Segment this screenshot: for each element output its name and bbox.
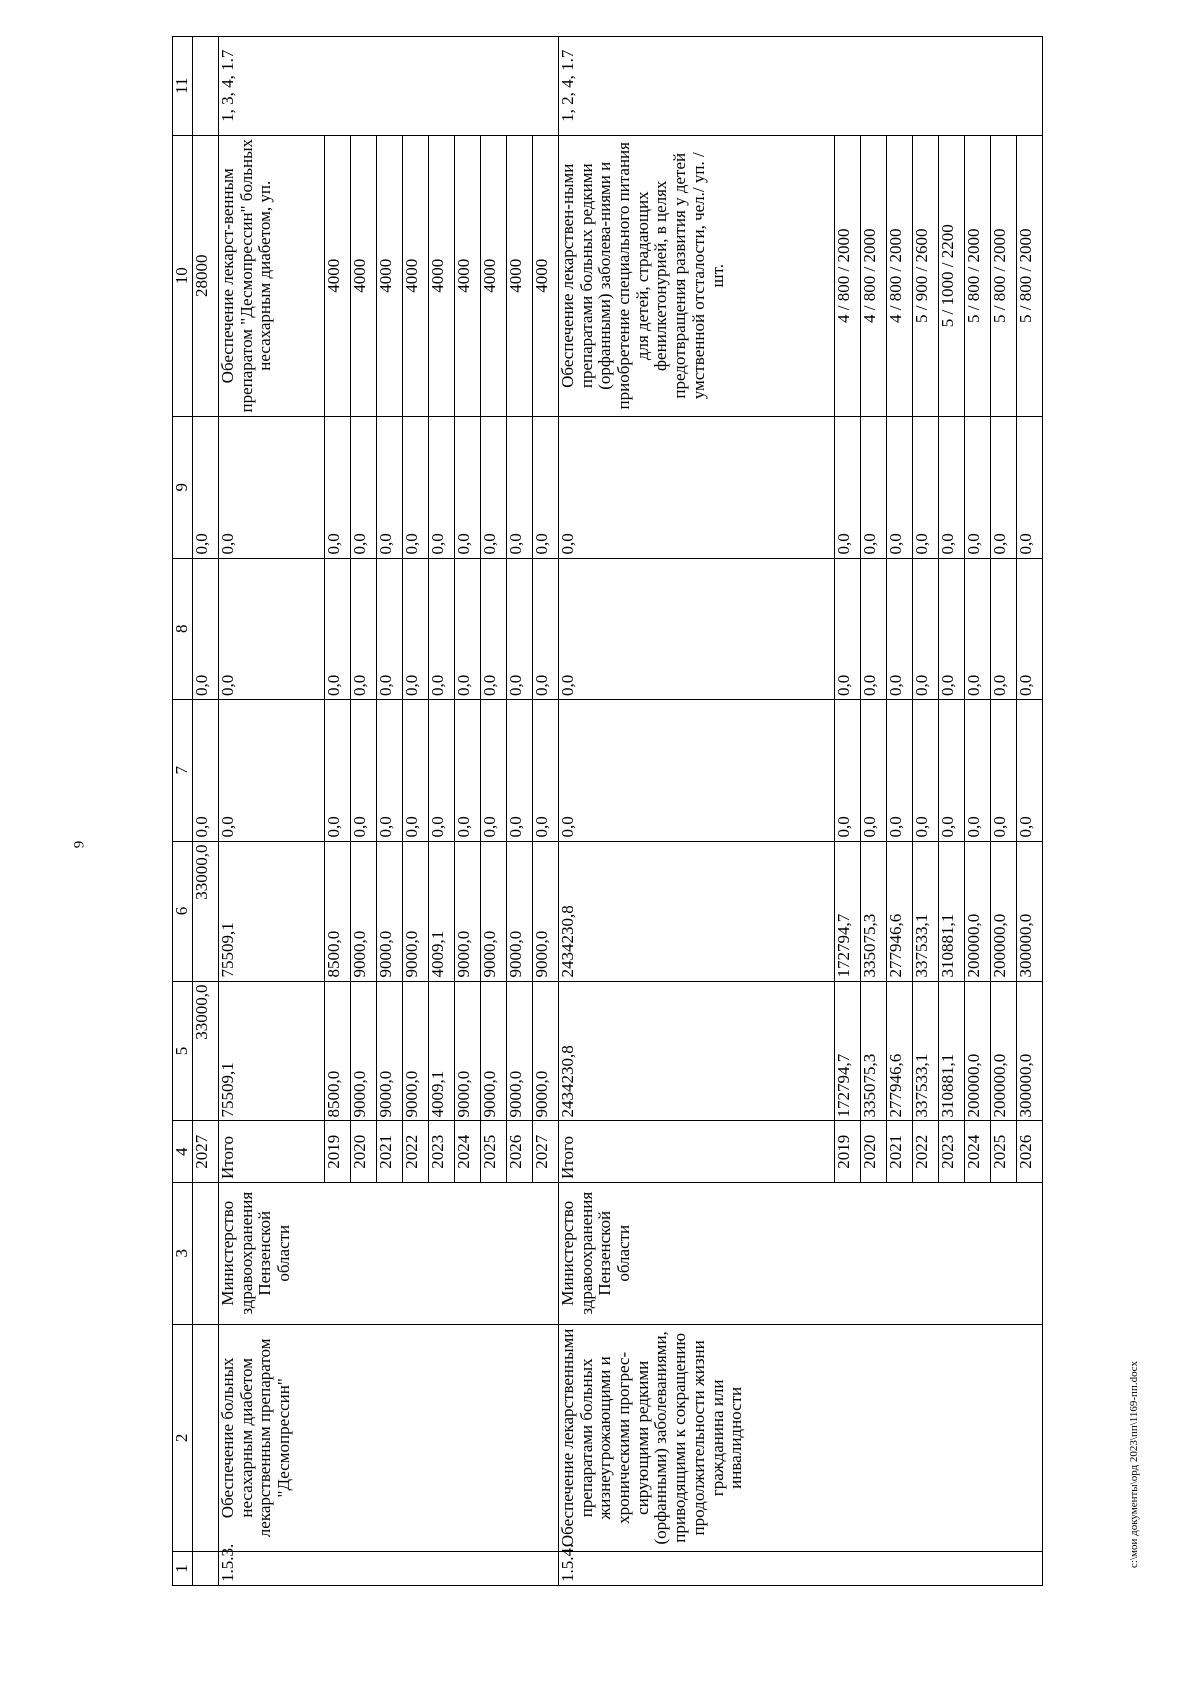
amount-cell: 9000,0	[351, 841, 377, 981]
indicator-value: 4000	[481, 135, 507, 416]
indicator-value: 4000	[429, 135, 455, 416]
indicator-value: 4000	[403, 135, 429, 416]
amount-cell: 0,0	[351, 700, 377, 842]
item-total-row	[219, 37, 325, 1586]
indicator-value: 4000	[507, 135, 533, 416]
amount-cell: 9000,0	[455, 841, 481, 981]
amount-cell: 0,0	[965, 558, 991, 700]
total-amount: 0,0	[559, 558, 835, 700]
column-number: 6	[173, 841, 193, 981]
year-cell: 2021	[887, 1121, 913, 1183]
total-label: Итого	[559, 1121, 835, 1183]
empty-cell	[193, 1183, 219, 1325]
indicator-value: 5 / 1000 / 2200	[939, 135, 965, 416]
amount-cell: 0,0	[939, 558, 965, 700]
amount-cell: 9000,0	[403, 981, 429, 1121]
year-cell: 2026	[1017, 1121, 1043, 1183]
amount-cell: 277946,6	[887, 841, 913, 981]
indicator-value: 4000	[455, 135, 481, 416]
item-number: 1.5.3.	[219, 1552, 559, 1586]
indicator-value: 4000	[533, 135, 559, 416]
amount-cell: 0,0	[429, 558, 455, 700]
column-number: 8	[173, 558, 193, 700]
column-number: 2	[173, 1324, 193, 1552]
amount-cell: 0,0	[325, 558, 351, 700]
amount-cell: 9000,0	[351, 981, 377, 1121]
item-total-row	[559, 37, 835, 1586]
indicator-value: 4000	[351, 135, 377, 416]
amount-cell: 0,0	[533, 558, 559, 700]
column-number: 11	[173, 37, 193, 136]
amount-cell: 8500,0	[325, 981, 351, 1121]
amount-cell: 200000,0	[991, 981, 1017, 1121]
amount-cell: 0,0	[429, 700, 455, 842]
amount-cell: 33000,0	[193, 981, 219, 1121]
column-number: 3	[173, 1183, 193, 1325]
year-cell: 2025	[481, 1121, 507, 1183]
amount-cell: 0,0	[913, 558, 939, 700]
amount-cell: 300000,0	[1017, 841, 1043, 981]
amount-cell: 0,0	[193, 700, 219, 842]
total-amount: 0,0	[559, 700, 835, 842]
total-amount: 2434230,8	[559, 841, 835, 981]
amount-cell: 9000,0	[507, 981, 533, 1121]
total-amount: 0,0	[219, 417, 325, 559]
amount-cell: 0,0	[861, 558, 887, 700]
amount-cell: 9000,0	[533, 841, 559, 981]
column-header-row	[173, 37, 193, 1586]
year-cell: 2020	[351, 1121, 377, 1183]
year-cell: 2027	[193, 1121, 219, 1183]
year-cell: 2021	[377, 1121, 403, 1183]
total-amount: 75509,1	[219, 981, 325, 1121]
amount-cell: 200000,0	[991, 841, 1017, 981]
amount-cell: 9000,0	[481, 981, 507, 1121]
amount-cell: 0,0	[965, 417, 991, 559]
indicator-value: 4000	[325, 135, 351, 416]
amount-cell: 0,0	[887, 417, 913, 559]
indicator-value: 4 / 800 / 2000	[861, 135, 887, 416]
amount-cell: 335075,3	[861, 841, 887, 981]
amount-cell: 0,0	[325, 700, 351, 842]
amount-cell: 0,0	[913, 700, 939, 842]
program-table	[172, 36, 1043, 1586]
empty-cell	[193, 37, 219, 136]
amount-cell: 172794,7	[835, 841, 861, 981]
amount-cell: 0,0	[939, 700, 965, 842]
rotated-page	[172, 36, 1106, 1586]
amount-cell: 0,0	[887, 558, 913, 700]
year-cell: 2027	[533, 1121, 559, 1183]
total-amount: 2434230,8	[559, 981, 835, 1121]
indicator-description: Обеспечение лекарствен-ными препаратами больных редкими (орфанными) заболева-ниями и приобретение специального питания для детей, страдающих фенилкетонурией, в целях предотвращения развития у детей умственной отсталости, чел./ уп. / шт.	[559, 135, 835, 416]
item-executor: Министерство здравоохранения Пензенской области	[559, 1183, 1043, 1325]
year-cell: 2026	[507, 1121, 533, 1183]
year-cell: 2025	[991, 1121, 1017, 1183]
amount-cell: 0,0	[913, 417, 939, 559]
amount-cell: 0,0	[861, 417, 887, 559]
amount-cell: 0,0	[429, 417, 455, 559]
item-number: 1.5.4.	[559, 1552, 1043, 1586]
amount-cell: 0,0	[351, 558, 377, 700]
amount-cell: 310881,1	[939, 841, 965, 981]
amount-cell: 0,0	[481, 558, 507, 700]
column-number: 9	[173, 417, 193, 559]
column-number: 1	[173, 1552, 193, 1586]
amount-cell: 9000,0	[481, 841, 507, 981]
amount-cell: 0,0	[887, 700, 913, 842]
indicator-refs: 1, 2, 4, 1.7	[559, 37, 1043, 136]
year-cell: 2019	[325, 1121, 351, 1183]
empty-cell	[193, 1552, 219, 1586]
amount-cell: 0,0	[991, 558, 1017, 700]
indicator-value: 4 / 800 / 2000	[887, 135, 913, 416]
amount-cell: 337533,1	[913, 841, 939, 981]
indicator-value: 4 / 800 / 2000	[835, 135, 861, 416]
amount-cell: 33000,0	[193, 841, 219, 981]
amount-cell: 9000,0	[455, 981, 481, 1121]
year-cell: 2024	[965, 1121, 991, 1183]
year-cell: 2023	[939, 1121, 965, 1183]
indicator-value: 5 / 800 / 2000	[965, 135, 991, 416]
year-cell: 2020	[861, 1121, 887, 1183]
year-cell: 2024	[455, 1121, 481, 1183]
amount-cell: 0,0	[455, 417, 481, 559]
amount-cell: 0,0	[533, 417, 559, 559]
indicator-value: 28000	[193, 135, 219, 416]
amount-cell: 0,0	[481, 700, 507, 842]
amount-cell: 0,0	[939, 417, 965, 559]
table-body	[173, 37, 1043, 1586]
amount-cell: 0,0	[533, 700, 559, 842]
amount-cell: 0,0	[1017, 417, 1043, 559]
year-cell: 2023	[429, 1121, 455, 1183]
amount-cell: 9000,0	[377, 841, 403, 981]
total-label: Итого	[219, 1121, 325, 1183]
indicator-value: 5 / 800 / 2000	[1017, 135, 1043, 416]
amount-cell: 0,0	[835, 700, 861, 842]
column-number: 10	[173, 135, 193, 416]
total-amount: 0,0	[219, 700, 325, 842]
amount-cell: 172794,7	[835, 981, 861, 1121]
empty-cell	[193, 1324, 219, 1552]
amount-cell: 0,0	[991, 700, 1017, 842]
amount-cell: 0,0	[351, 417, 377, 559]
amount-cell: 0,0	[403, 558, 429, 700]
continuation-row	[193, 37, 219, 1586]
amount-cell: 0,0	[965, 700, 991, 842]
amount-cell: 0,0	[377, 558, 403, 700]
total-amount: 75509,1	[219, 841, 325, 981]
amount-cell: 0,0	[507, 700, 533, 842]
amount-cell: 0,0	[1017, 700, 1043, 842]
amount-cell: 335075,3	[861, 981, 887, 1121]
amount-cell: 0,0	[377, 700, 403, 842]
total-amount: 0,0	[219, 558, 325, 700]
amount-cell: 9000,0	[507, 841, 533, 981]
item-name: Обеспечение больных несахарным диабетом лекарственным препаратом "Десмопрессин"	[219, 1324, 559, 1552]
column-number: 5	[173, 981, 193, 1121]
amount-cell: 0,0	[835, 417, 861, 559]
amount-cell: 0,0	[1017, 558, 1043, 700]
amount-cell: 8500,0	[325, 841, 351, 981]
amount-cell: 200000,0	[965, 841, 991, 981]
amount-cell: 0,0	[403, 417, 429, 559]
indicator-value: 5 / 900 / 2600	[913, 135, 939, 416]
amount-cell: 4009,1	[429, 981, 455, 1121]
indicator-value: 4000	[377, 135, 403, 416]
footer-path: c:\мои документы\орд 2023\пп\1169-пп.docx	[1128, 1361, 1140, 1568]
amount-cell: 0,0	[861, 700, 887, 842]
amount-cell: 0,0	[455, 558, 481, 700]
amount-cell: 0,0	[991, 417, 1017, 559]
year-cell: 2022	[913, 1121, 939, 1183]
year-cell: 2019	[835, 1121, 861, 1183]
year-cell: 2022	[403, 1121, 429, 1183]
page-number: 9	[71, 840, 88, 849]
amount-cell: 0,0	[193, 558, 219, 700]
amount-cell: 9000,0	[377, 981, 403, 1121]
amount-cell: 300000,0	[1017, 981, 1043, 1121]
item-executor: Министерство здравоохранения Пензенской области	[219, 1183, 559, 1325]
amount-cell: 0,0	[455, 700, 481, 842]
amount-cell: 9000,0	[403, 841, 429, 981]
amount-cell: 0,0	[507, 417, 533, 559]
indicator-refs: 1, 3, 4, 1.7	[219, 37, 559, 136]
amount-cell: 0,0	[481, 417, 507, 559]
amount-cell: 4009,1	[429, 841, 455, 981]
indicator-value: 5 / 800 / 2000	[991, 135, 1017, 416]
indicator-description: Обеспечение лекарст-венным препаратом "Десмопрессин" больных несахарным диабетом, уп.	[219, 135, 325, 416]
amount-cell: 277946,6	[887, 981, 913, 1121]
column-number: 4	[173, 1121, 193, 1183]
amount-cell: 0,0	[325, 417, 351, 559]
item-name: Обеспечение лекарственными препаратами больных жизнеугрожающими и хроническими прогрес-сирующими редкими (орфанными) заболеваниями, приводящими к сокращению продолжительности жизни гражданина или инвалидности	[559, 1324, 1043, 1552]
amount-cell: 310881,1	[939, 981, 965, 1121]
amount-cell: 9000,0	[533, 981, 559, 1121]
amount-cell: 0,0	[193, 417, 219, 559]
total-amount: 0,0	[559, 417, 835, 559]
amount-cell: 337533,1	[913, 981, 939, 1121]
amount-cell: 0,0	[835, 558, 861, 700]
amount-cell: 200000,0	[965, 981, 991, 1121]
column-number: 7	[173, 700, 193, 842]
amount-cell: 0,0	[403, 700, 429, 842]
amount-cell: 0,0	[507, 558, 533, 700]
amount-cell: 0,0	[377, 417, 403, 559]
